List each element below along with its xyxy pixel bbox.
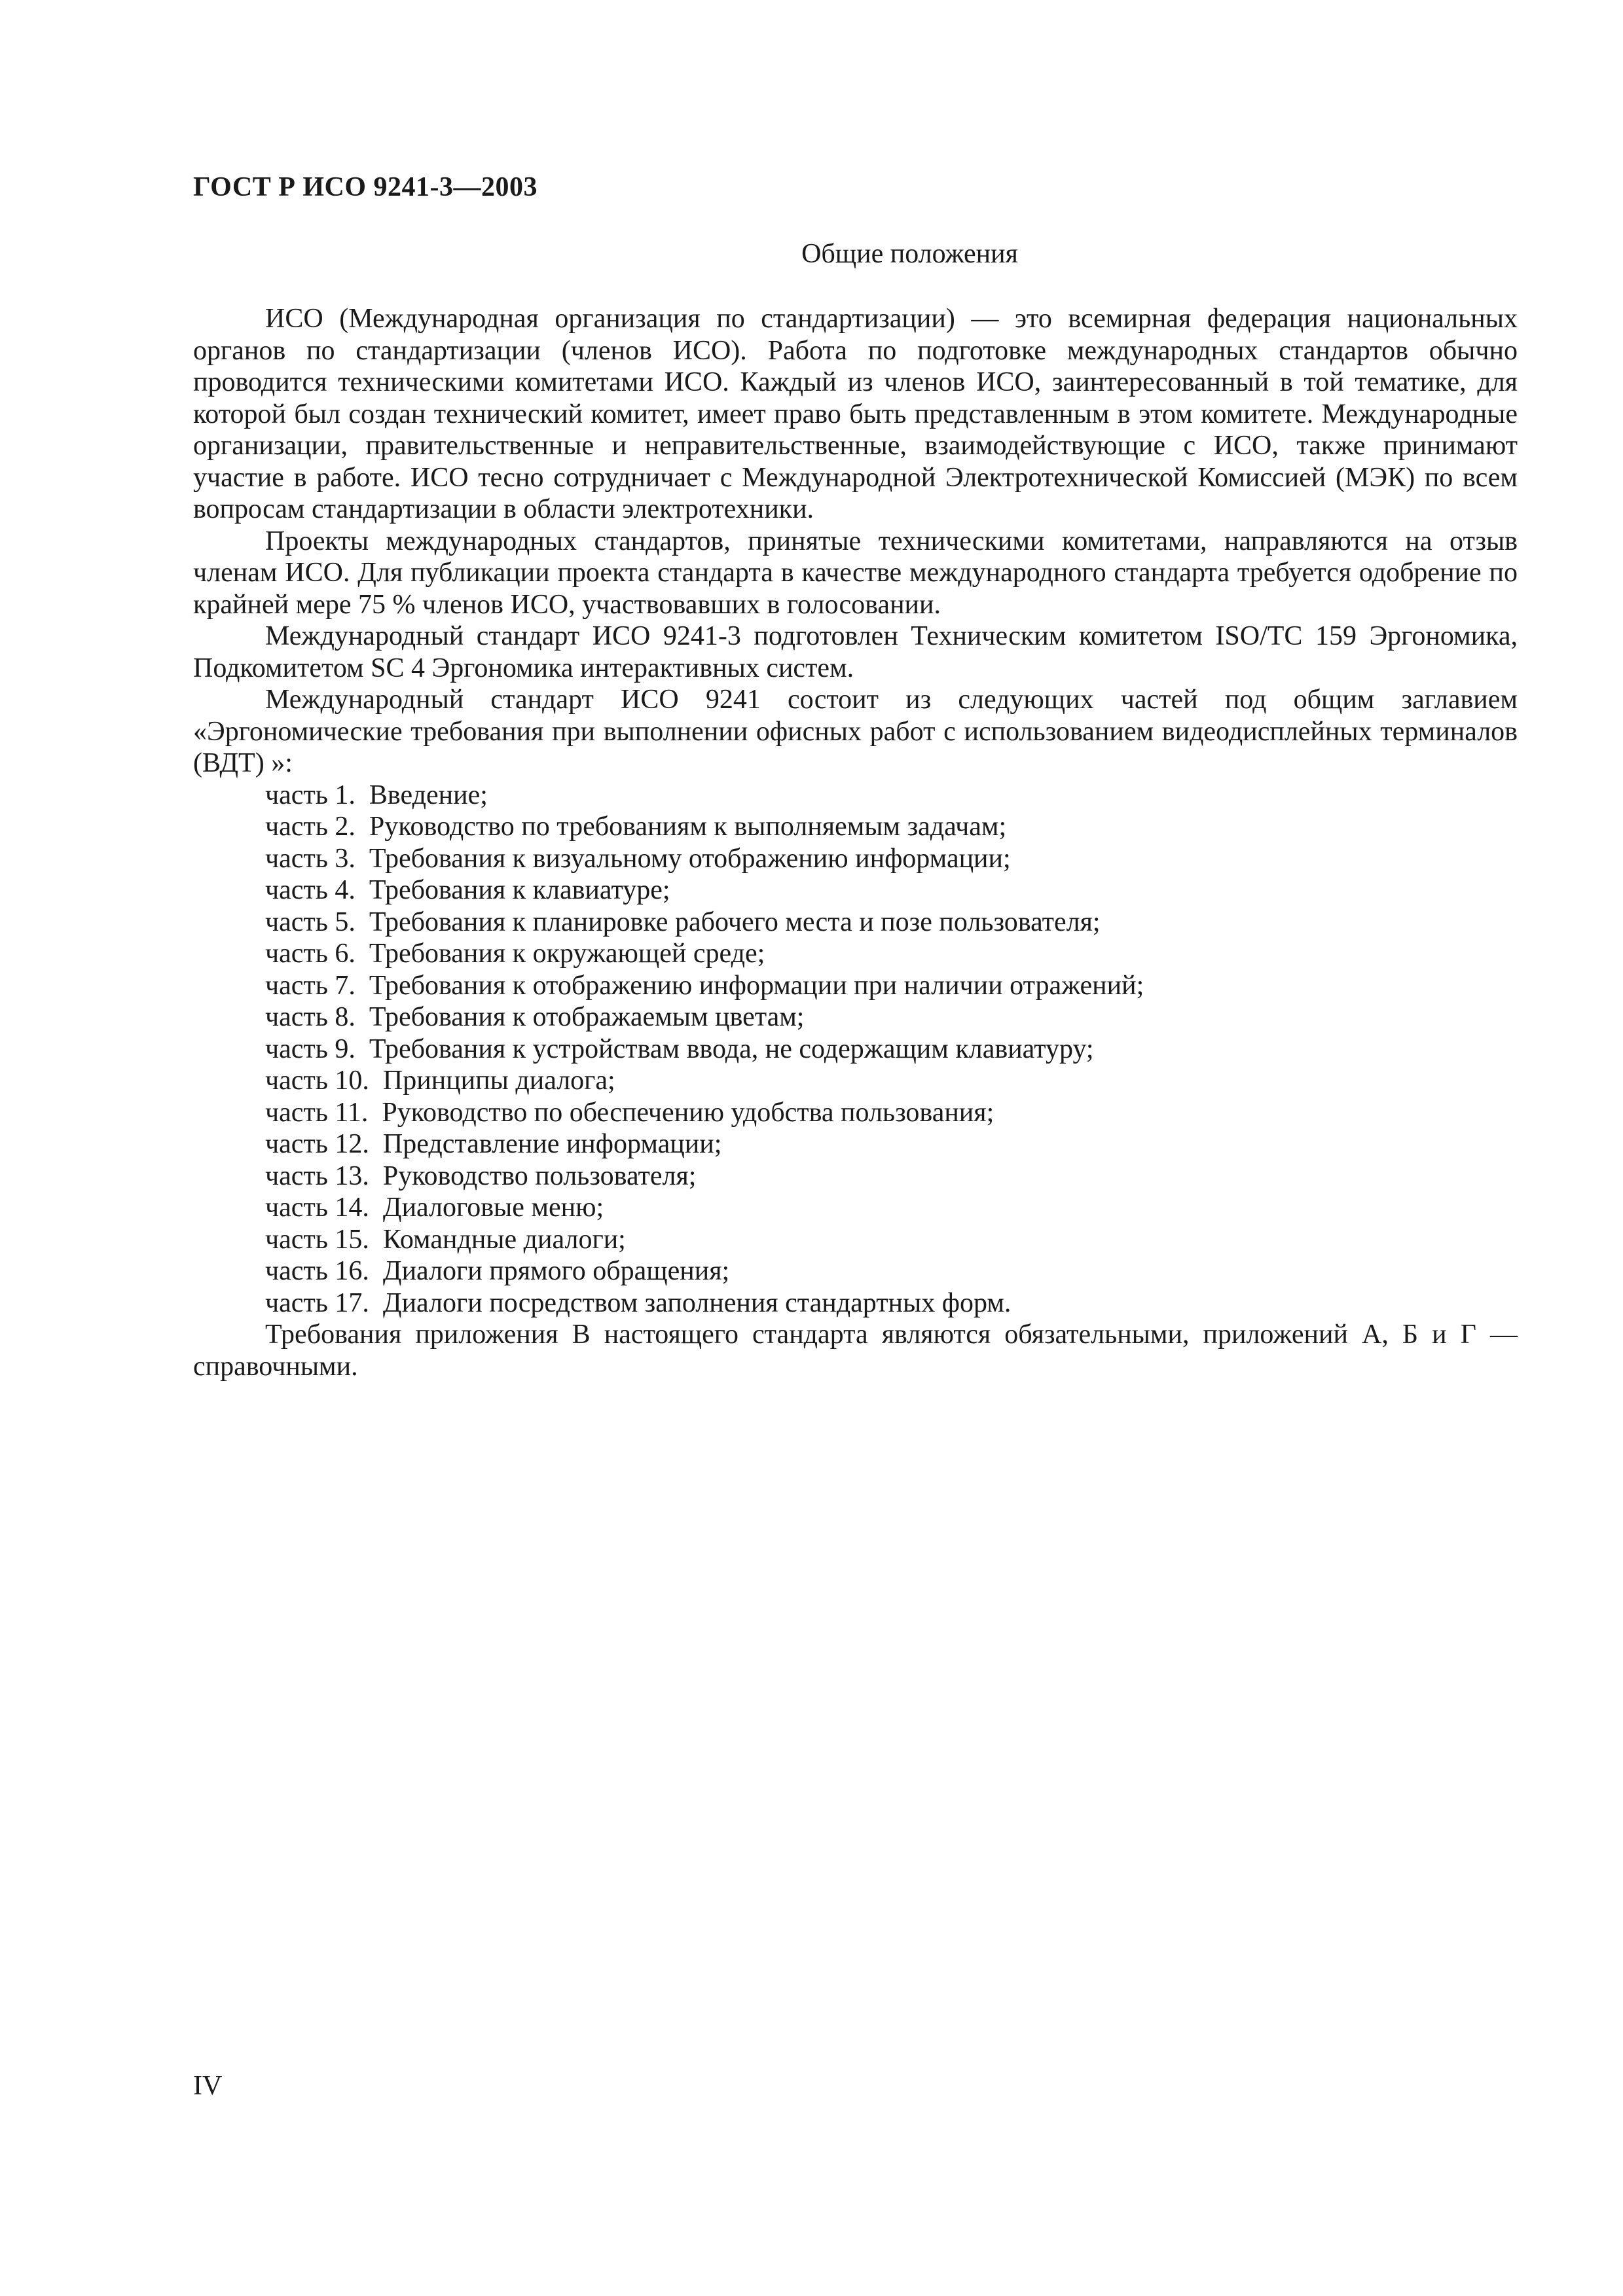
part-number: часть 13. <box>265 1160 369 1191</box>
part-number: часть 1. <box>265 780 356 810</box>
paragraph-iso-intro: ИСО (Международная организация по стандартизации) — это всемирная федерация национальных органов по стандартизации (членов ИСО). Работа по подготовке международных стандартов обычно проводится техническими комитетами ИСО. Каждый из членов ИСО, заинтересованный в той тематике, для которой был создан технический комитет, имеет право быть представленным в этом комитете. Международные организации, правительственные и неправительственные, взаимодействующие с ИСО, также принимают участие в работе. ИСО тесно сотрудничает с Международной Электротехнической Комиссией (МЭК) по всем вопросам стандартизации в области электротехники. <box>193 304 1518 524</box>
part-number: часть 8. <box>265 1002 356 1032</box>
parts-list <box>193 780 1518 1319</box>
part-title: Руководство по требованиям к выполняемым задачам; <box>369 812 1007 842</box>
part-number: часть 5. <box>265 906 356 937</box>
part-title: Диалоги прямого обращения; <box>382 1256 730 1286</box>
part-number: часть 15. <box>265 1224 369 1255</box>
part-title: Требования к устройствам ввода, не содержащим клавиатуру; <box>369 1033 1094 1064</box>
part-number: часть 17. <box>265 1287 369 1318</box>
list-item <box>193 780 1518 812</box>
paragraph-draft-standards: Проекты международных стандартов, принятые техническими комитетами, направляются на отзыв членам ИСО. Для публикации проекта стандарта в качестве международного стандарта требуется одобрение по крайней мере 75 % членов ИСО, участвовавших в голосовании. <box>193 526 1518 620</box>
part-number: часть 12. <box>265 1129 369 1159</box>
part-title: Руководство по обеспечению удобства пользования; <box>382 1097 994 1128</box>
document-body <box>193 303 1518 1382</box>
paragraph-committee: Международный стандарт ИСО 9241-3 подготовлен Техническим комитетом ISO/TC 159 Эргономика, Подкомитетом SC 4 Эргономика интерактивных систем. <box>193 621 1518 683</box>
list-item <box>193 1128 1518 1160</box>
page-number: IV <box>193 2071 223 2101</box>
list-item <box>193 1255 1518 1287</box>
standard-designation: ГОСТ Р ИСО 9241-3—2003 <box>193 172 538 202</box>
part-number: часть 10. <box>265 1066 369 1096</box>
part-number: часть 16. <box>265 1256 369 1286</box>
list-item <box>193 1160 1518 1193</box>
list-item <box>193 906 1518 939</box>
part-title: Диалоги посредством заполнения стандартных форм. <box>382 1287 1012 1318</box>
part-number: часть 11. <box>265 1097 369 1128</box>
part-number: часть 14. <box>265 1193 369 1223</box>
list-item <box>193 1224 1518 1256</box>
part-title: Руководство пользователя; <box>382 1160 697 1191</box>
list-item <box>193 938 1518 970</box>
list-item <box>193 1192 1518 1224</box>
list-item <box>193 874 1518 906</box>
list-item <box>193 1097 1518 1129</box>
part-title: Требования к окружающей среде; <box>369 939 765 969</box>
part-title: Требования к планировке рабочего места и позе пользователя; <box>369 906 1101 937</box>
part-number: часть 9. <box>265 1033 356 1064</box>
part-title: Требования к клавиатуре; <box>369 875 670 905</box>
part-title: Введение; <box>369 780 488 810</box>
paragraph-parts-intro: Международный стандарт ИСО 9241 состоит из следующих частей под общим заглавием «Эргономические требования при выполнении офисных работ с использованием видеодисплейных терминалов (ВДТ) »: <box>193 685 1518 778</box>
part-number: часть 2. <box>265 812 356 842</box>
part-title: Принципы диалога; <box>382 1066 615 1096</box>
list-item <box>193 1287 1518 1319</box>
part-title: Диалоговые меню; <box>382 1193 604 1223</box>
paragraph-annexes: Требования приложения В настоящего стандарта являются обязательными, приложений А, Б и Г — справочными. <box>193 1319 1518 1382</box>
part-number: часть 6. <box>265 939 356 969</box>
list-item <box>193 1033 1518 1066</box>
list-item <box>193 843 1518 875</box>
section-title: Общие положения <box>801 239 1018 269</box>
part-title: Командные диалоги; <box>382 1224 626 1255</box>
list-item <box>193 970 1518 1002</box>
part-number: часть 7. <box>265 970 356 1001</box>
list-item <box>193 811 1518 843</box>
part-title: Представление информации; <box>382 1129 722 1159</box>
part-title: Требования к отображаемым цветам; <box>369 1002 805 1032</box>
list-item <box>193 1065 1518 1097</box>
part-title: Требования к отображению информации при наличии отражений; <box>369 970 1144 1001</box>
part-number: часть 3. <box>265 843 356 874</box>
part-title: Требования к визуальному отображению информации; <box>369 843 1011 874</box>
section-title-wrapper <box>0 238 1623 270</box>
list-item <box>193 1001 1518 1033</box>
part-number: часть 4. <box>265 875 356 905</box>
